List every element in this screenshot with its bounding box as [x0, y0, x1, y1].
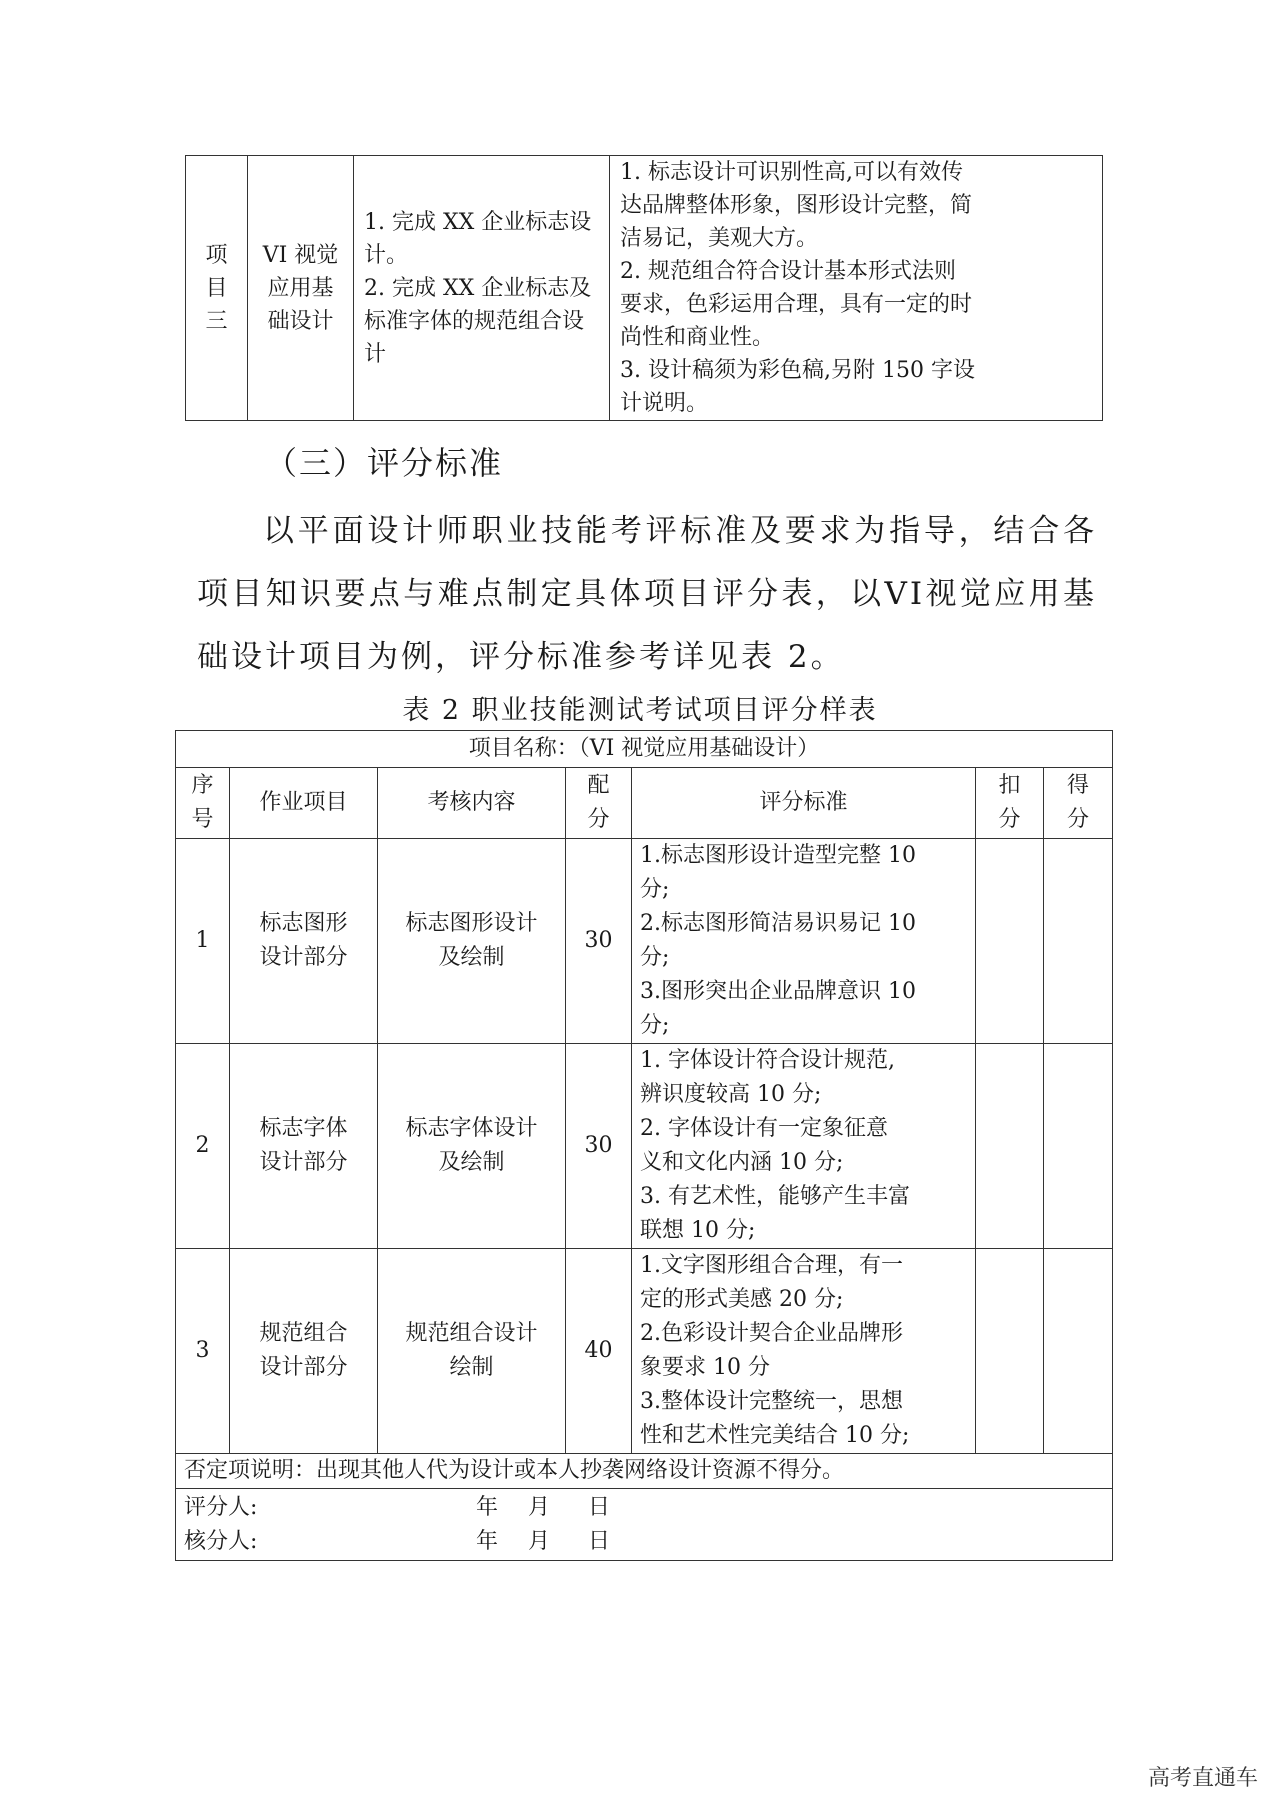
project-name: VI 视觉 应用基 础设计 [248, 156, 354, 421]
checker-month: 月 [528, 1528, 551, 1554]
row-deduct-cell [976, 839, 1044, 1044]
header-content: 考核内容 [378, 768, 566, 839]
header-deduct: 扣 分 [976, 768, 1044, 839]
row-points: 40 [566, 1249, 632, 1454]
row-seq: 3 [176, 1249, 230, 1454]
row-points: 30 [566, 1044, 632, 1249]
project-row [186, 156, 1103, 421]
row-deduct-cell [976, 1249, 1044, 1454]
project-table [185, 155, 1103, 421]
checker-day: 日 [588, 1528, 611, 1554]
scorer-signature-line [184, 1491, 1104, 1525]
project-name-row [176, 731, 1113, 768]
scorer-day: 日 [588, 1494, 611, 1520]
checker-label: 核分人: [184, 1528, 258, 1554]
row-item: 规范组合 设计部分 [230, 1249, 378, 1454]
row-score-cell [1044, 1249, 1113, 1454]
header-points: 配 分 [566, 768, 632, 839]
row-criteria: 1. 字体设计符合设计规范, 辨识度较高 10 分; 2. 字体设计有一定象征意 义和文化内涵 10 分; 3. 有艺术性，能够产生丰富 联想 10 分; [632, 1044, 976, 1249]
row-content: 标志字体设计 及绘制 [378, 1044, 566, 1249]
scorer-month: 月 [528, 1494, 551, 1520]
row-item: 标志字体 设计部分 [230, 1044, 378, 1249]
project-label: 项 目 三 [186, 156, 248, 421]
table-row [176, 1044, 1113, 1249]
project-tasks: 1. 完成 XX 企业标志设 计。 2. 完成 XX 企业标志及 标准字体的规范组合设 计 [354, 156, 610, 421]
header-row [176, 768, 1113, 839]
row-content: 标志图形设计 及绘制 [378, 839, 566, 1044]
row-criteria: 1.标志图形设计造型完整 10 分; 2.标志图形简洁易识易记 10 分; 3.图形突出企业品牌意识 10 分; [632, 839, 976, 1044]
section-heading: （三）评分标准 [265, 444, 504, 482]
watermark-text: 高考直通车 [1147, 1766, 1258, 1791]
row-deduct-cell [976, 1044, 1044, 1249]
header-seq: 序 号 [176, 768, 230, 839]
signature-cell [176, 1489, 1113, 1561]
row-points: 30 [566, 839, 632, 1044]
scorer-year: 年 [476, 1494, 499, 1520]
row-score-cell [1044, 839, 1113, 1044]
header-item: 作业项目 [230, 768, 378, 839]
table-row [176, 1249, 1113, 1454]
scorer-label: 评分人: [184, 1494, 258, 1520]
header-score: 得 分 [1044, 768, 1113, 839]
row-item: 标志图形 设计部分 [230, 839, 378, 1044]
row-criteria: 1.文字图形组合合理，有一 定的形式美感 20 分; 2.色彩设计契合企业品牌形 象要求 10 分 3.整体设计完整统一，思想 性和艺术性完美结合 10 分; [632, 1249, 976, 1454]
table-row [176, 839, 1113, 1044]
row-score-cell [1044, 1044, 1113, 1249]
table-caption: 表 2 职业技能测试考试项目评分样表 [402, 695, 878, 726]
checker-signature-line [184, 1525, 1104, 1559]
veto-note: 否定项说明：出现其他人代为设计或本人抄袭网络设计资源不得分。 [176, 1454, 1113, 1489]
row-seq: 2 [176, 1044, 230, 1249]
checker-year: 年 [476, 1528, 499, 1554]
row-seq: 1 [176, 839, 230, 1044]
project-requirements: 1. 标志设计可识别性高,可以有效传 达品牌整体形象，图形设计完整，简 洁易记，美观大方。 2. 规范组合符合设计基本形式法则 要求，色彩运用合理，具有一定的时 尚性和商业性。 3. 设计稿须为彩色稿,另附 150 字设 计说明。 [610, 156, 1103, 421]
header-criteria: 评分标准 [632, 768, 976, 839]
body-paragraph: 以平面设计师职业技能考评标准及要求为指导，结合各项目知识要点与难点制定具体项目评分表，以VI视觉应用基础设计项目为例，评分标准参考详见表 2。 [197, 513, 1097, 675]
project-name-cell: 项目名称：（VI 视觉应用基础设计） [176, 731, 1113, 768]
score-table [175, 730, 1113, 1561]
signature-row [176, 1489, 1113, 1561]
row-content: 规范组合设计 绘制 [378, 1249, 566, 1454]
veto-row [176, 1454, 1113, 1489]
